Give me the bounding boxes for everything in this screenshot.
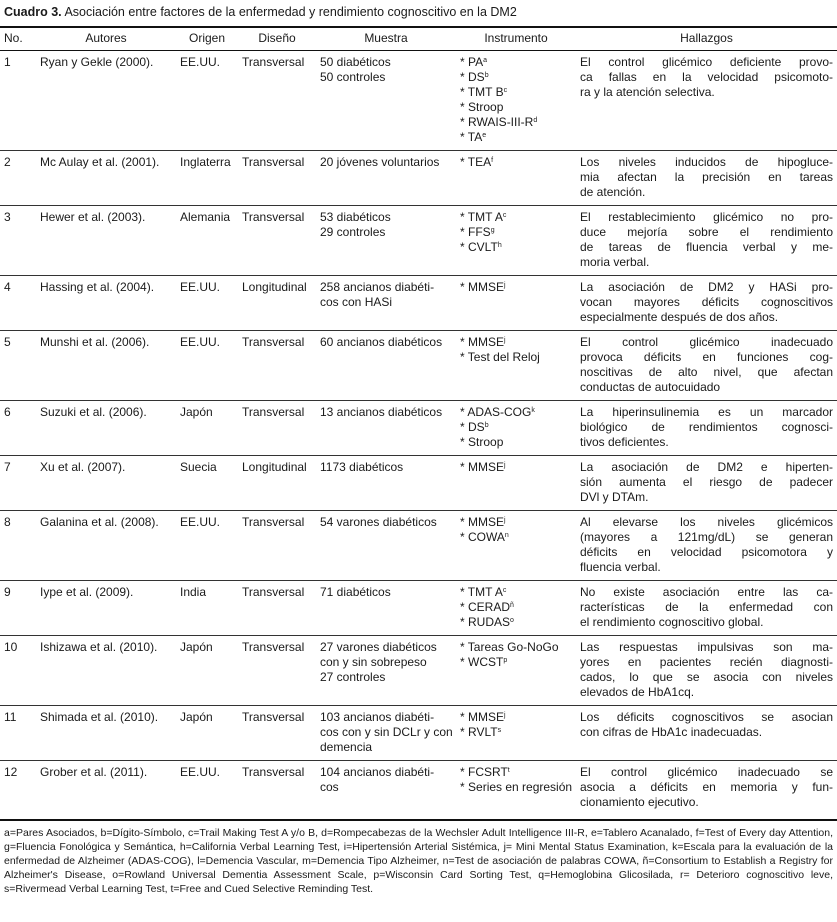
- instrument-item: [460, 435, 572, 450]
- cell-no: 6: [0, 401, 36, 456]
- cell-diseno: Transversal: [238, 51, 316, 151]
- cell-autores: Hassing et al. (2004).: [36, 276, 176, 331]
- muestra-line: cos con y sin DCLr y con: [320, 725, 453, 739]
- cell-autores: Munshi et al. (2006).: [36, 331, 176, 401]
- cell-origen: EE.UU.: [176, 511, 238, 581]
- instrument-footnote-ref: b: [484, 72, 489, 79]
- hallazgo-line: racterísticas de la enfermedad con: [580, 600, 833, 614]
- instrument-footnote-ref: j: [504, 517, 506, 524]
- cell-origen: Suecia: [176, 456, 238, 511]
- instrument-item: [460, 240, 572, 255]
- cell-muestra: [316, 331, 456, 401]
- cell-autores: Galanina et al. (2008).: [36, 511, 176, 581]
- cell-autores: Shimada et al. (2010).: [36, 706, 176, 761]
- cell-instrumento: [456, 456, 576, 511]
- hallazgo-line: Las respuestas impulsivas son ma-: [580, 640, 833, 654]
- instrument-item: [460, 335, 572, 350]
- cell-no: 2: [0, 151, 36, 206]
- hallazgo-line: La asociación de DM2 e hiperten-: [580, 460, 833, 474]
- instrument-name: * FFS: [460, 225, 491, 239]
- instrument-item: [460, 280, 572, 295]
- cell-hallazgos: [576, 206, 837, 276]
- header-diseno: Diseño: [238, 27, 316, 51]
- cell-origen: EE.UU.: [176, 51, 238, 151]
- cell-diseno: Longitudinal: [238, 456, 316, 511]
- cell-no: 8: [0, 511, 36, 581]
- cell-hallazgos: [576, 456, 837, 511]
- instrument-name: * MMSE: [460, 460, 504, 474]
- instrument-item: [460, 100, 572, 115]
- cell-diseno: Transversal: [238, 401, 316, 456]
- cell-hallazgos: [576, 636, 837, 706]
- hallazgo-line: de tareas de fluencia verbal y me-: [580, 240, 833, 254]
- instrument-name: * RVLT: [460, 725, 498, 739]
- instrument-footnote-ref: d: [533, 117, 538, 124]
- cell-muestra: [316, 511, 456, 581]
- divider: [0, 819, 837, 821]
- cell-origen: Japón: [176, 636, 238, 706]
- muestra-line: 50 diabéticos: [320, 55, 391, 69]
- cell-instrumento: [456, 206, 576, 276]
- muestra-line: 71 diabéticos: [320, 585, 391, 599]
- cell-muestra: [316, 636, 456, 706]
- instrument-name: * RWAIS-III-R: [460, 115, 533, 129]
- caption-text: Asociación entre factores de la enfermedad y rendimiento cognoscitivo en la DM2: [61, 5, 517, 19]
- cell-muestra: [316, 761, 456, 816]
- cell-autores: Iype et al. (2009).: [36, 581, 176, 636]
- table-row: [0, 331, 837, 401]
- header-instrumento: Instrumento: [456, 27, 576, 51]
- results-table: [0, 26, 837, 815]
- cell-diseno: Transversal: [238, 706, 316, 761]
- muestra-line: 13 ancianos diabéticos: [320, 405, 443, 419]
- cell-muestra: [316, 706, 456, 761]
- hallazgo-line: La asociación de DM2 y HASi pro-: [580, 280, 833, 294]
- instrument-footnote-ref: s: [497, 727, 502, 734]
- hallazgo-line: La hiperinsulinemia es un marcador: [580, 405, 833, 419]
- caption-label: Cuadro 3.: [4, 5, 62, 19]
- instrument-name: * MMSE: [460, 515, 504, 529]
- cell-hallazgos: [576, 151, 837, 206]
- instrument-item: [460, 600, 572, 615]
- cell-diseno: Transversal: [242, 765, 305, 779]
- hallazgo-line: El control glicémico inadecuado: [580, 335, 833, 349]
- cell-no: 3: [0, 206, 36, 276]
- table-header-row: [0, 27, 837, 51]
- instrument-name: * TMT A: [460, 585, 503, 599]
- instrument-name: * Stroop: [460, 435, 503, 449]
- instrument-item: [460, 55, 572, 70]
- instrument-name: * WCST: [460, 655, 503, 669]
- cell-muestra: [316, 151, 456, 206]
- instrument-item: [460, 640, 572, 655]
- hallazgo-line: mia afectan la precisión en tareas: [580, 170, 833, 184]
- instrument-footnote-ref: b: [484, 422, 489, 429]
- cell-no: 10: [0, 636, 36, 706]
- cell-hallazgos: [576, 511, 837, 581]
- muestra-line: 27 varones diabéticos: [320, 640, 437, 654]
- cell-no: 11: [0, 706, 36, 761]
- hallazgo-line: cados, lo que se asocia con niveles: [580, 670, 833, 684]
- table-row: [0, 206, 837, 276]
- cell-muestra: [316, 401, 456, 456]
- muestra-line: 29 controles: [320, 225, 386, 239]
- instrument-name: * FCSRT: [460, 765, 508, 779]
- instrument-item: [460, 350, 572, 365]
- muestra-line: 54 varones diabéticos: [320, 515, 437, 529]
- instrument-item: [460, 515, 572, 530]
- hallazgo-line: noscitivas de alto nivel, que afectan: [580, 365, 833, 379]
- muestra-line: 258 ancianos diabéti-: [320, 280, 435, 294]
- instrument-footnote-ref: c: [502, 587, 507, 594]
- cell-diseno: Transversal: [238, 511, 316, 581]
- cell-autores: Hewer et al. (2003).: [36, 206, 176, 276]
- cell-instrumento: [456, 636, 576, 706]
- cell-instrumento: [456, 51, 576, 151]
- cell-no: 4: [0, 276, 36, 331]
- muestra-line: 1173 diabéticos: [320, 460, 404, 474]
- instrument-item: [460, 725, 572, 740]
- cell-no: 12: [4, 765, 18, 779]
- instrument-item: [460, 585, 572, 600]
- instrument-name: * PA: [460, 55, 483, 69]
- cell-instrumento: [456, 401, 576, 456]
- instrument-footnote-ref: j: [504, 462, 506, 469]
- muestra-line: 27 controles: [320, 670, 386, 684]
- instrument-footnote-ref: j: [504, 337, 506, 344]
- hallazgo-line: biológico de rendimientos cognosci-: [580, 420, 833, 434]
- cell-autores: Xu et al. (2007).: [36, 456, 176, 511]
- cell-diseno: Transversal: [238, 331, 316, 401]
- instrument-name: * RUDAS: [460, 615, 510, 629]
- cell-origen: EE.UU.: [176, 276, 238, 331]
- table-row: [0, 706, 837, 761]
- instrument-name: * Tareas Go-NoGo: [460, 640, 559, 654]
- hallazgo-line: provoca déficits en funciones cog-: [580, 350, 833, 364]
- cell-instrumento: [456, 276, 576, 331]
- instrument-name: * TA: [460, 130, 482, 144]
- hallazgo-line: yores en pacientes recién diagnosti-: [580, 655, 833, 669]
- instrument-item: [460, 85, 572, 100]
- cell-diseno: Transversal: [238, 206, 316, 276]
- footnotes: a=Pares Asociados, b=Dígito-Símbolo, c=Trail Making Test A y/o B, d=Rompecabezas de la Wechsler Adult Intelligence III-R, e=Tablero Acanalado, f=Test of Every day Attention, g=Fluencia Fonológica y Semántica, h=California Verbal Learning Test, i=Hipertensión Arterial Sistémica, j= Mini Mental Status Examination, k=Escala para la evaluación de la enfermedad de Alzheimer (ADAS-COG), l=Demencia Vascular, m=Demencia Tipo Alzheimer, n=Test de asociación de palabras COWA, ñ=Consortium to Establish a Registry for Alzheimer's Disease, o=Rowland Universal Dementia Assessment Scale, p=Wisconsin Card Sorting Test, q=Hemoglobina Glicosilada, r= Deterioro cognoscitivo leve, s=Rivermead Verbal Learning Test, t=Free and Cued Selective Reminding Test.: [4, 827, 833, 895]
- hallazgo-line: Al elevarse los niveles glicémicos: [580, 515, 833, 529]
- muestra-line: demencia: [320, 740, 373, 754]
- cell-diseno: Transversal: [238, 581, 316, 636]
- cell-no: 1: [0, 51, 36, 151]
- hallazgo-line: (mayores a 121mg/dL) se generan: [580, 530, 833, 544]
- instrument-footnote-ref: c: [502, 212, 507, 219]
- hallazgo-line: No existe asociación entre las ca-: [580, 585, 833, 599]
- hallazgo-line: duce mejoría sobre el rendimiento: [580, 225, 833, 239]
- instrument-item: [460, 405, 572, 420]
- cell-instrumento: [456, 761, 576, 816]
- cell-instrumento: [456, 511, 576, 581]
- instrument-item: [460, 765, 572, 780]
- instrument-name: * MMSE: [460, 280, 504, 294]
- cell-no: 7: [0, 456, 36, 511]
- cell-origen: Inglaterra: [176, 151, 238, 206]
- instrument-footnote-ref: h: [497, 242, 502, 249]
- cell-diseno: Longitudinal: [238, 276, 316, 331]
- header-muestra: Muestra: [316, 27, 456, 51]
- cell-instrumento: [456, 706, 576, 761]
- hallazgo-line: el rendimiento cognoscitivo global.: [580, 615, 764, 629]
- hallazgo-line: moria verbal.: [580, 255, 650, 269]
- hallazgo-line: ca fallas en la velocidad psicomoto-: [580, 70, 833, 84]
- instrument-footnote-ref: c: [503, 87, 508, 94]
- instrument-name: * Stroop: [460, 100, 503, 114]
- cell-autores: Ryan y Gekle (2000).: [36, 51, 176, 151]
- hallazgo-line: El restablecimiento glicémico no pro-: [580, 210, 833, 224]
- header-autores: Autores: [36, 27, 176, 51]
- instrument-footnote-ref: ñ: [510, 602, 514, 609]
- header-origen: Origen: [176, 27, 238, 51]
- instrument-footnote-ref: k: [531, 407, 535, 414]
- table-row: [0, 401, 837, 456]
- cell-autores: Ishizawa et al. (2010).: [36, 636, 176, 706]
- instrument-name: * DS: [460, 70, 485, 84]
- instrument-name: * CERAD: [460, 600, 510, 614]
- instrument-name: * Test del Reloj: [460, 350, 540, 364]
- cell-instrumento: [456, 151, 576, 206]
- cell-hallazgos: [576, 401, 837, 456]
- instrument-item: [460, 225, 572, 240]
- hallazgo-line: ra y la atención selectiva.: [580, 85, 715, 99]
- instrument-item: [460, 710, 572, 725]
- instrument-name: * DS: [460, 420, 485, 434]
- muestra-line: 104 ancianos diabéti-: [320, 765, 435, 779]
- cell-hallazgos: [576, 706, 837, 761]
- cell-instrumento: [456, 331, 576, 401]
- cell-no: 5: [0, 331, 36, 401]
- muestra-line: cos: [320, 780, 339, 794]
- cell-instrumento: [456, 581, 576, 636]
- cell-origen: Japón: [176, 401, 238, 456]
- hallazgo-line: con cifras de HbA1c inadecuadas.: [580, 725, 763, 739]
- instrument-name: * TMT B: [460, 85, 504, 99]
- table-row: [0, 581, 837, 636]
- instrument-footnote-ref: e: [482, 132, 487, 139]
- cell-autores: Grober et al. (2011).: [40, 765, 148, 779]
- cell-diseno: Transversal: [238, 636, 316, 706]
- cell-hallazgos: [576, 51, 837, 151]
- hallazgo-line: Los déficits cognoscitivos se asocian: [580, 710, 833, 724]
- hallazgo-line: vocan mayores déficits cognoscitivos: [580, 295, 833, 309]
- instrument-footnote-ref: f: [491, 157, 494, 164]
- hallazgo-line: DVl y DTAm.: [580, 490, 649, 504]
- hallazgo-line: sión aumenta el riesgo de padecer: [580, 475, 833, 489]
- hallazgo-line: Los niveles inducidos de hipogluce-: [580, 155, 833, 169]
- muestra-line: 20 jóvenes voluntarios: [320, 155, 440, 169]
- cell-hallazgos: [576, 761, 837, 816]
- table-row: [0, 456, 837, 511]
- instrument-name: * CVLT: [460, 240, 498, 254]
- hallazgo-line: déficits en velocidad psicomotora y: [580, 545, 833, 559]
- hallazgo-line: elevados de HbA1cq.: [580, 685, 695, 699]
- hallazgo-line: asocia a déficits en memoria y fun-: [580, 780, 833, 794]
- hallazgo-line: El control glicémico deficiente provo-: [580, 55, 833, 69]
- instrument-name: * MMSE: [460, 335, 504, 349]
- hallazgo-line: de atención.: [580, 185, 646, 199]
- cell-hallazgos: [576, 331, 837, 401]
- table-row: [0, 761, 837, 816]
- muestra-line: cos con HASi: [320, 295, 393, 309]
- cell-hallazgos: [576, 581, 837, 636]
- instrument-footnote-ref: j: [504, 282, 506, 289]
- instrument-footnote-ref: o: [510, 617, 514, 624]
- instrument-name: * ADAS-COG: [460, 405, 531, 419]
- table-caption: [4, 4, 833, 20]
- instrument-item: [460, 115, 572, 130]
- instrument-item: [460, 420, 572, 435]
- table-row: [0, 511, 837, 581]
- table-row: [0, 151, 837, 206]
- instrument-footnote-ref: t: [507, 767, 510, 774]
- cell-muestra: [316, 51, 456, 151]
- cell-muestra: [316, 206, 456, 276]
- header-no: No.: [0, 27, 36, 51]
- instrument-item: [460, 155, 572, 170]
- table-row: [0, 276, 837, 331]
- instrument-footnote-ref: n: [504, 532, 509, 539]
- instrument-footnote-ref: g: [490, 227, 495, 234]
- cell-origen: EE.UU.: [176, 331, 238, 401]
- instrument-name: * MMSE: [460, 710, 504, 724]
- hallazgo-line: fluencia verbal.: [580, 560, 661, 574]
- table-row: [0, 636, 837, 706]
- instrument-name: * TMT A: [460, 210, 503, 224]
- instrument-item: [460, 70, 572, 85]
- hallazgo-line: especialmente después de dos años.: [580, 310, 779, 324]
- muestra-line: 60 ancianos diabéticos: [320, 335, 443, 349]
- cell-muestra: [316, 276, 456, 331]
- cell-diseno: Transversal: [238, 151, 316, 206]
- cell-muestra: [316, 456, 456, 511]
- cell-no: 9: [0, 581, 36, 636]
- instrument-footnote-ref: j: [504, 712, 506, 719]
- hallazgo-line: conductas de autocuidado: [580, 380, 721, 394]
- cell-autores: Mc Aulay et al. (2001).: [36, 151, 176, 206]
- cell-autores: Suzuki et al. (2006).: [36, 401, 176, 456]
- cell-origen: Japón: [176, 706, 238, 761]
- cell-origen: EE.UU.: [180, 765, 221, 779]
- instrument-item: [460, 780, 572, 795]
- instrument-name: * Series en regresión: [460, 780, 572, 794]
- instrument-footnote-ref: a: [483, 57, 488, 64]
- cell-origen: Alemania: [176, 206, 238, 276]
- cell-muestra: [316, 581, 456, 636]
- instrument-footnote-ref: p: [503, 657, 508, 664]
- muestra-line: 103 ancianos diabéti-: [320, 710, 435, 724]
- muestra-line: con y sin sobrepeso: [320, 655, 427, 669]
- hallazgo-line: cionamiento ejecutivo.: [580, 795, 699, 809]
- cell-hallazgos: [576, 276, 837, 331]
- instrument-name: * TEA: [460, 155, 491, 169]
- instrument-item: [460, 615, 572, 630]
- hallazgo-line: El control glicémico inadecuado se: [580, 765, 833, 779]
- header-hallazgos: Hallazgos: [576, 27, 837, 51]
- instrument-name: * COWA: [460, 530, 505, 544]
- muestra-line: 53 diabéticos: [320, 210, 391, 224]
- instrument-item: [460, 530, 572, 545]
- instrument-item: [460, 460, 572, 475]
- instrument-item: [460, 655, 572, 670]
- cell-origen: India: [176, 581, 238, 636]
- instrument-item: [460, 130, 572, 145]
- muestra-line: 50 controles: [320, 70, 386, 84]
- instrument-item: [460, 210, 572, 225]
- table-row: [0, 51, 837, 151]
- hallazgo-line: tivos deficientes.: [580, 435, 669, 449]
